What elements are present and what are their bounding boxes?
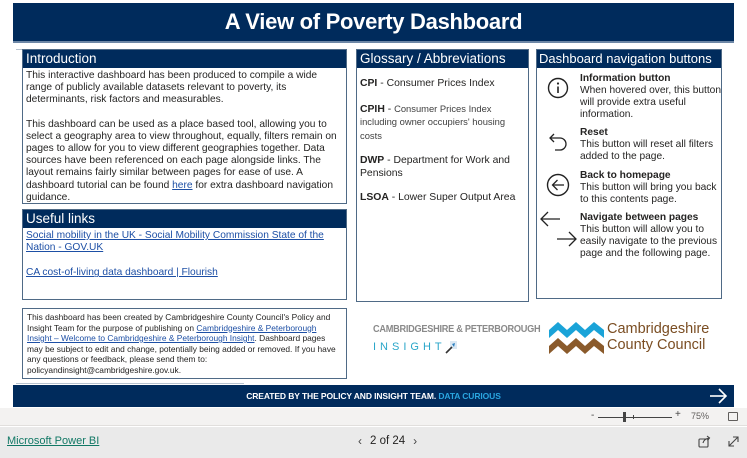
introduction-text: for extra dashboard navigation guidance.	[26, 179, 333, 203]
cambridgeshire-county-council-logo	[549, 320, 739, 360]
reset-icon	[547, 131, 569, 153]
glossary-sep: -	[384, 103, 395, 115]
magnifier-icon	[444, 340, 458, 354]
zoom-level: 75%	[691, 411, 710, 421]
title-bar	[13, 3, 734, 43]
introduction-heading: Introduction	[23, 50, 346, 68]
banner-credit: CREATED BY THE POLICY AND INSIGHT TEAM.	[246, 391, 437, 401]
zoom-out-button[interactable]: -	[591, 410, 595, 421]
zoom-bar	[0, 408, 747, 426]
glossary-item	[360, 192, 525, 205]
page-title: A View of Poverty Dashboard	[224, 9, 523, 34]
nav-help-pages-desc: This button will allow you to easily navigate to the previous page and the following page.	[580, 224, 718, 259]
banner-tagline: DATA CURIOUS	[438, 391, 501, 401]
navigation-buttons-heading: Dashboard navigation buttons	[537, 50, 721, 68]
glossary-item	[360, 103, 525, 144]
previous-page-button[interactable]: ‹	[358, 434, 362, 448]
next-page-arrow-icon[interactable]	[708, 387, 728, 405]
zoom-in-button[interactable]: +	[675, 409, 681, 420]
next-page-button[interactable]: ›	[413, 434, 418, 448]
fit-to-page-icon[interactable]	[728, 412, 738, 421]
introduction-text: This dashboard can be used as a place based tool, allowing you to select a geography area to view throughout, equally, filters remain on pages to allow for you to view different geographies together. Data sources have been referenced on each page alongside links. The layout remains fairly similar between pages for ease of use. A dashboard tutorial can be found	[26, 118, 337, 191]
introduction-panel	[22, 49, 347, 204]
nav-help-pages-title: Navigate between pages	[580, 212, 699, 223]
creator-note-text: This dashboard has been created by Cambridgeshire County Council's Policy and Insight Team for the purpose of publishing on	[27, 312, 331, 333]
nav-help-home-desc: This button will bring you back to this contents page.	[580, 182, 717, 205]
page-indicator: 2 of 24	[370, 435, 406, 447]
glossary-definition: Consumer Prices Index including owner occupiers' housing costs	[360, 102, 506, 141]
cost-of-living-link[interactable]: CA cost-of-living data dashboard | Flourish	[26, 267, 218, 279]
introduction-paragraph-1: This interactive dashboard has been produced to compile a wide range of publicly available datasets relevant to poverty, its determinants, risk factors and measurables.	[26, 70, 318, 106]
zoom-slider-thumb[interactable]	[623, 412, 626, 422]
glossary-sep: -	[384, 155, 394, 166]
useful-links-panel	[22, 209, 347, 300]
page-navigator	[350, 434, 425, 448]
share-icon[interactable]	[698, 435, 711, 448]
cambridgeshire-peterborough-insight-logo	[373, 324, 541, 364]
glossary-item	[360, 155, 525, 180]
divider	[16, 383, 244, 384]
insight-logo-line1: CAMBRIDGESHIRE & PETERBOROUGH	[373, 324, 541, 335]
glossary-abbr: CPIH	[360, 103, 385, 115]
nav-help-reset	[537, 127, 721, 167]
nav-help-desc: When hovered over, this button will provide extra useful information.	[580, 85, 722, 120]
creator-note-text: . Dashboard pages may be subject to edit and change, potentially being added or removed. If you have any questions or feedback, please send them to: policyandinsight@cambridgeshire.gov.uk.	[27, 333, 336, 375]
social-mobility-link[interactable]: Social mobility in the UK - Social Mobility Commission State of the Nation - GOV.UK	[26, 230, 324, 254]
glossary-sep: -	[388, 192, 399, 203]
status-bar	[0, 427, 747, 458]
nav-help-home-title: Back to homepage	[580, 170, 671, 181]
back-home-icon	[546, 173, 570, 197]
glossary-heading: Glossary / Abbreviations	[357, 50, 528, 68]
glossary-item	[360, 78, 525, 91]
glossary-abbr: CPI	[360, 78, 378, 89]
previous-arrow-icon	[539, 211, 561, 227]
nav-help-title: Information button	[580, 73, 671, 84]
glossary-abbr: LSOA	[360, 192, 389, 203]
insight-logo-line2: INSIGHT	[373, 341, 446, 353]
council-logo-line2: County Council	[607, 337, 706, 353]
glossary-panel	[356, 49, 529, 302]
council-wave-icon	[549, 320, 605, 356]
council-logo-line1: Cambridgeshire	[607, 321, 710, 337]
glossary-definition: Lower Super Output Area	[398, 192, 516, 203]
useful-links-heading: Useful links	[23, 210, 346, 228]
nav-help-info	[537, 73, 721, 125]
zoom-slider-tick	[633, 415, 634, 419]
nav-help-reset-title: Reset	[580, 127, 608, 138]
creator-note-panel	[22, 308, 347, 379]
nav-help-home	[537, 170, 721, 210]
next-arrow-icon	[556, 231, 578, 247]
navigation-buttons-panel	[536, 49, 722, 299]
insight-website-link[interactable]: Cambridgeshire & Peterborough Insight – Welcome to Cambridgeshire & Peterborough Insight	[27, 322, 317, 343]
introduction-paragraph-2	[26, 119, 343, 204]
tutorial-link[interactable]: here	[172, 179, 193, 191]
zoom-slider[interactable]	[598, 417, 672, 418]
glossary-abbr: DWP	[360, 155, 385, 166]
fullscreen-icon[interactable]	[727, 435, 740, 448]
nav-help-pages	[537, 212, 721, 276]
banner-text	[246, 391, 501, 401]
nav-help-reset-desc: This button will reset all filters added to the page.	[580, 139, 714, 162]
info-icon	[547, 77, 569, 99]
glossary-sep: -	[377, 78, 387, 89]
bottom-banner	[13, 385, 734, 407]
glossary-definition: Department for Work and Pensions	[360, 155, 510, 179]
glossary-definition: Consumer Prices Index	[386, 78, 495, 89]
power-bi-link[interactable]: Microsoft Power BI	[7, 435, 100, 447]
